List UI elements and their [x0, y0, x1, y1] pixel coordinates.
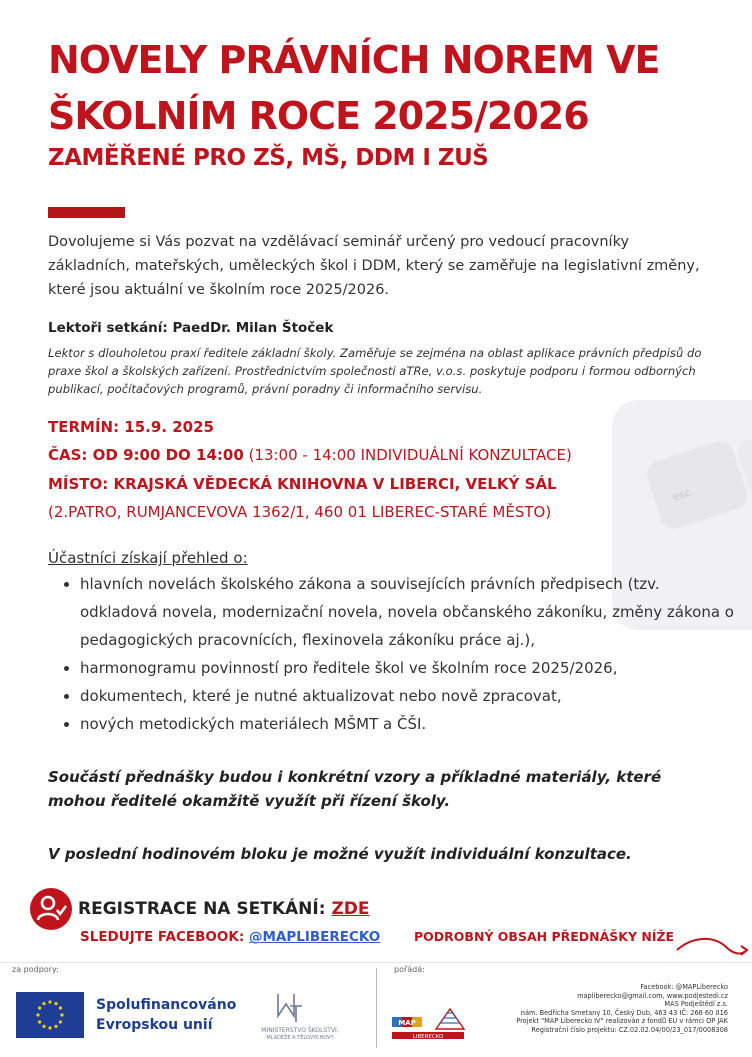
registration-label: REGISTRACE NA SETKÁNÍ:: [78, 899, 326, 919]
svg-text:esc: esc: [670, 485, 693, 504]
registration: [78, 899, 370, 919]
materials-note: Součástí přednášky budou i konkrétní vzory a příkladné materiály, které mohou ředitelé okamžitě využít při řízení školy.: [48, 768, 662, 810]
organizer-label: pořádá:: [394, 965, 425, 974]
event-address: (2.PATRO, RUMJANCEVOVA 1362/1, 460 01 LIBEREC-STARÉ MĚSTO): [48, 503, 552, 521]
lektor-description: Lektor s dlouholetou praxí ředitele základní školy. Zaměřuje se zejména na oblast aplikace právních předpisů do praxe škol a školských zařízení. Prostřednictvím společnosti aTRe, v.o.s. poskytuje podporu i formou odborných publikací, počítačových programů, právní poradny či informačního servisu.: [48, 346, 702, 396]
footer-divider: [376, 968, 377, 1048]
title-line-2: ŠKOLNÍM ROCE 2025/2026: [48, 94, 589, 138]
lektor-heading: Lektoři setkání: PaedDr. Milan Štoček: [48, 320, 334, 336]
contact-line: Projekt "MAP Liberecko IV" realizován z fondů EU v rámci OP JAK: [516, 1017, 728, 1026]
consultation-note: V poslední hodinovém bloku je možné využít individuální konzultace.: [48, 845, 632, 863]
map-logo-sub: LIBERECKO: [412, 1034, 444, 1040]
curved-arrow-icon: [675, 934, 750, 962]
event-place-text: MÍSTO: KRAJSKÁ VĚDECKÁ KNIHOVNA V LIBERCI, VELKÝ SÁL: [48, 475, 557, 493]
subtitle: ZAMĚŘENÉ PRO ZŠ, MŠ, DDM I ZUŠ: [48, 145, 489, 171]
overview-list: [62, 570, 740, 738]
facebook-link[interactable]: @MAPLIBERECKO: [248, 929, 381, 945]
accent-bar: [48, 207, 125, 218]
msmt-logo: [250, 992, 350, 1042]
contact-line: mapliberecko@gmail.com, www.podjestedi.cz: [577, 991, 728, 1000]
facebook-line: [80, 929, 380, 945]
eu-line-2: Evropskou unií: [96, 1017, 213, 1033]
list-item: • dokumentech, které je nutné aktualizovat nebo nově zpracovat,: [80, 682, 740, 710]
list-item: • nových metodických materiálech MŠMT a ČŠI.: [80, 710, 740, 738]
footer-separator: [0, 962, 752, 963]
page-title: [48, 32, 728, 144]
eu-line-1: Spolufinancováno: [96, 997, 237, 1013]
contact-info: [428, 983, 728, 1035]
event-time: [48, 446, 728, 464]
overview-heading: Účastníci získají přehled o:: [48, 549, 248, 567]
contact-line: Registrační číslo projektu: CZ.02.02.04/00/23_017/0008308: [531, 1025, 728, 1034]
msmt-line-1: MINISTERSTVO ŠKOLSTVÍ,: [261, 1027, 339, 1034]
eu-flag-icon: [16, 992, 84, 1038]
contact-line: MAS Podještědí z.s.: [664, 1000, 728, 1009]
list-item: • harmonogramu povinností pro ředitele škol ve školním roce 2025/2026,: [80, 654, 740, 682]
facebook-label: SLEDUJTE FACEBOOK:: [80, 929, 245, 945]
support-label: za podpory:: [12, 965, 59, 974]
msmt-line-2: MLÁDEŽE A TĚLOVÝCHOVY: [266, 1035, 334, 1041]
map-logo-text: MAP: [398, 1019, 416, 1027]
contact-line: nám. Bedřicha Smetany 10, Český Dub, 463 43 IČ: 266 60 016: [520, 1008, 728, 1017]
contact-line: Facebook: @MAPLiberecko: [640, 983, 728, 991]
user-check-icon: [30, 888, 72, 930]
event-date: [48, 418, 728, 436]
registration-link[interactable]: ZDE: [331, 899, 370, 919]
event-place: [48, 475, 728, 493]
event-time-text: ČAS: OD 9:00 DO 14:00: [48, 446, 244, 464]
eu-logo-text: [96, 995, 236, 1035]
details-note: PODROBNÝ OBSAH PŘEDNÁŠKY NÍŽE: [414, 929, 675, 944]
list-item: • hlavních novelách školského zákona a souvisejících právních předpisech (tzv. odkladová novela, modernizační novela, novela občanského zákoníku, změny zákona o pedagogických pracovnících, flexinovela zákoníku práce aj.),: [80, 570, 740, 654]
title-line-1: NOVELY PRÁVNÍCH NOREM VE: [48, 38, 660, 82]
intro-text: Dovolujeme si Vás pozvat na vzdělávací seminář určený pro vedoucí pracovníky základních, mateřských, uměleckých škol i DDM, který se zaměřuje na legislativní změny, které jsou aktuální ve školním roce 2025/2026.: [48, 234, 700, 298]
event-time-note: (13:00 - 14:00 INDIVIDUÁLNÍ KONZULTACE): [248, 446, 572, 464]
event-date-text: TERMÍN: 15.9. 2025: [48, 418, 214, 436]
